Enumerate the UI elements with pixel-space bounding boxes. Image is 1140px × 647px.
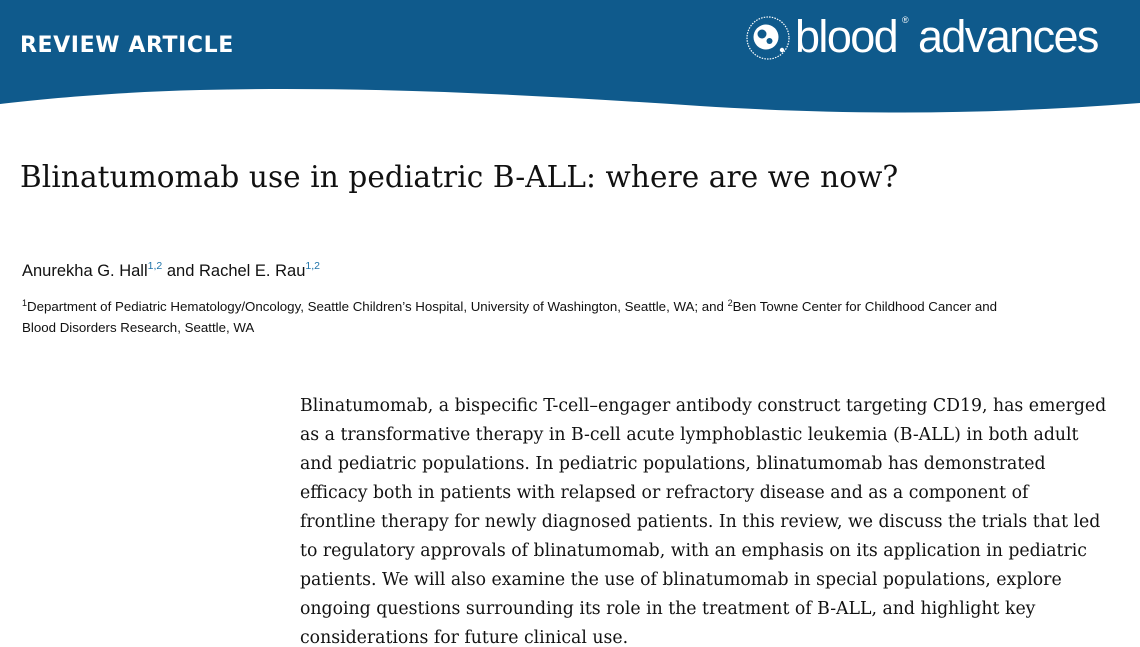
affiliation-marker: 2 (727, 298, 733, 308)
affiliation-marker: 1 (22, 298, 28, 308)
abstract (300, 392, 1115, 647)
abstract-line: frontline therapy for newly diagnosed patients. In this review, we discuss the trials that led (300, 512, 1101, 532)
abstract-line: Blinatumomab, a bispecific T-cell–engager antibody construct targeting CD19, has emerged (300, 396, 1107, 416)
article-title: Blinatumomab use in pediatric B-ALL: where are we now? (20, 160, 899, 194)
author-list (22, 262, 320, 281)
affiliation-text: Department of Pediatric Hematology/Oncology, Seattle Children’s Hospital, University of Washington, Seattle, WA; and (27, 299, 724, 314)
abstract-line: as a transformative therapy in B-cell acute lymphoblastic leukemia (B-ALL) in both adult (300, 425, 1079, 445)
journal-header (0, 0, 1140, 120)
abstract-line: to regulatory approvals of blinatumomab, with an emphasis on its application in pediatric (300, 541, 1087, 561)
journal-name-advances: advances (918, 11, 1098, 62)
affiliation-text: Ben Towne Center for Childhood Cancer and (732, 299, 998, 314)
author-name[interactable]: Rachel E. Rau (198, 262, 306, 280)
journal-name-blood: blood (795, 11, 898, 62)
author-joiner: and (166, 262, 195, 280)
abstract-line: ongoing questions surrounding its role in the treatment of B-ALL, and highlight key (300, 599, 1036, 619)
abstract-line: patients. We will also examine the use of blinatumomab in special populations, explore (300, 570, 1062, 590)
author-affiliation-ref[interactable]: 1,2 (147, 260, 163, 272)
abstract-line: efficacy both in patients with relapsed or refractory disease and as a component of (300, 483, 1029, 503)
abstract-line: considerations for future clinical use. (300, 628, 629, 647)
registered-mark: ® (902, 15, 909, 25)
author-affiliation-ref[interactable]: 1,2 (305, 260, 320, 272)
affiliation-text: Blood Disorders Research, Seattle, WA (22, 320, 255, 335)
abstract-line: and pediatric populations. In pediatric populations, blinatumomab has demonstrated (300, 454, 1046, 474)
ash-emblem-icon (745, 15, 791, 61)
article-type-label: REVIEW ARTICLE (20, 33, 234, 58)
affiliations (22, 296, 1112, 338)
author-name[interactable]: Anurekha G. Hall (22, 262, 148, 280)
